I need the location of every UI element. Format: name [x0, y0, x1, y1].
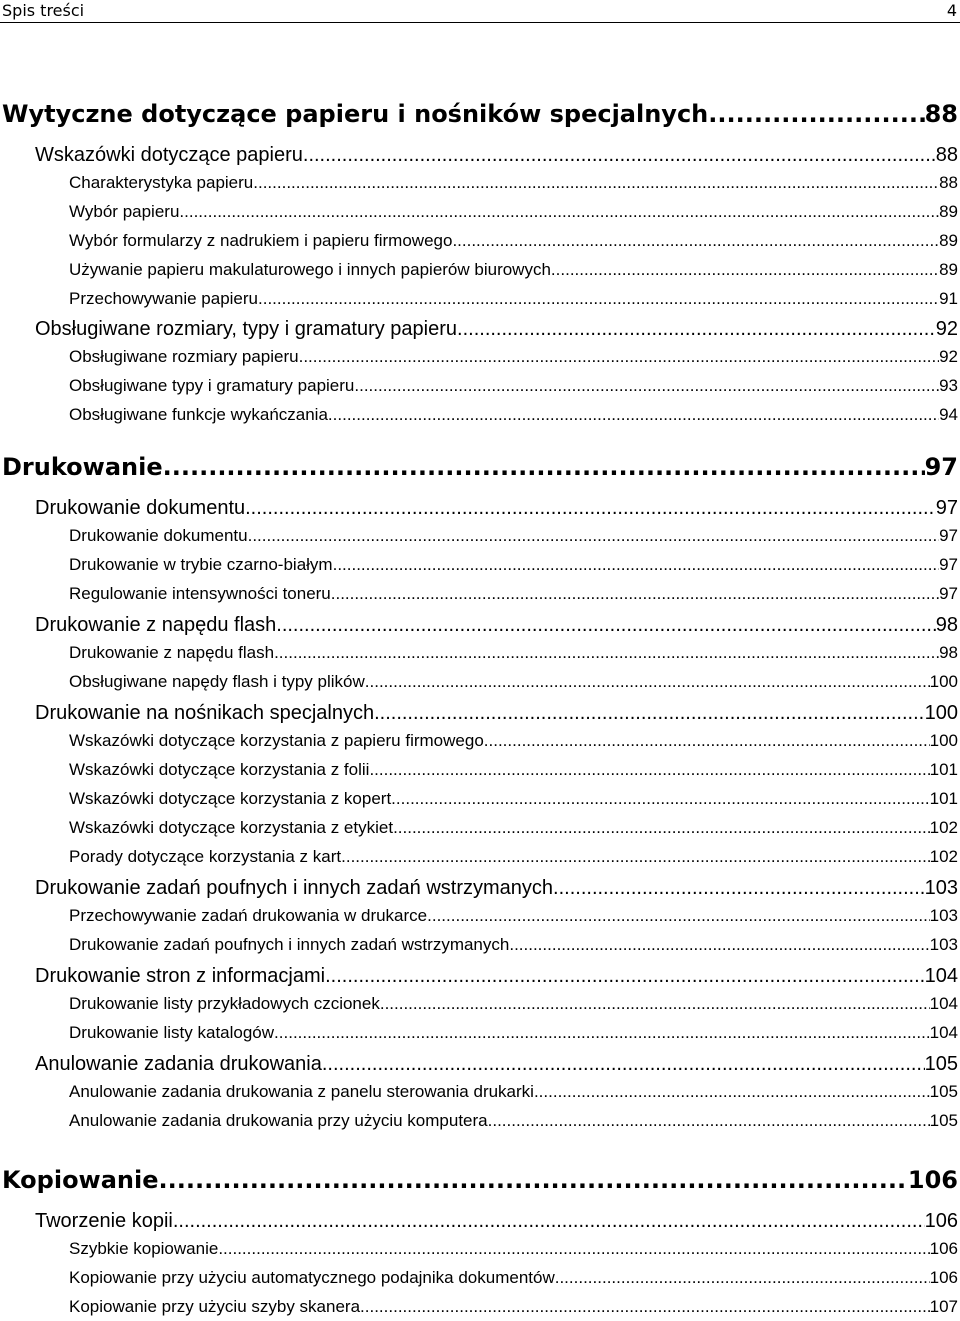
toc-dot-leader — [380, 994, 930, 1014]
toc-dot-leader — [331, 584, 939, 604]
toc-dot-leader — [374, 702, 925, 725]
toc-dot-leader — [328, 405, 939, 425]
toc-dot-leader — [173, 1210, 925, 1233]
toc-entry-title: Charakterystyka papieru — [69, 173, 254, 192]
toc-entry-page: 105 — [929, 1111, 958, 1130]
toc-entry-page: 101 — [929, 789, 958, 808]
toc-entry-page: 106 — [924, 1210, 958, 1232]
toc-entry-title: Anulowanie zadania drukowania — [35, 1053, 322, 1075]
toc-subsection-entry[interactable] — [69, 818, 958, 838]
toc-section-entry[interactable] — [35, 144, 958, 167]
toc-subsection-entry[interactable] — [69, 1239, 958, 1259]
toc-dot-leader — [253, 173, 939, 193]
toc-entry-title: Kopiowanie przy użyciu szyby skanera — [69, 1297, 361, 1316]
toc-subsection-entry[interactable] — [69, 584, 958, 604]
toc-entry-title: Wskazówki dotyczące korzystania z folii — [69, 760, 370, 779]
header-title: Spis treści — [2, 1, 85, 20]
toc-entry-page: 105 — [924, 1053, 958, 1075]
toc-entry-title: Drukowanie — [2, 453, 163, 481]
toc-entry-page: 93 — [939, 376, 958, 395]
toc-dot-leader — [299, 347, 939, 367]
toc-subsection-entry[interactable] — [69, 789, 958, 809]
toc-subsection-entry[interactable] — [69, 1111, 958, 1131]
toc-dot-leader — [303, 144, 936, 167]
toc-entry-title: Wybór papieru — [69, 202, 180, 221]
toc-dot-leader — [452, 231, 939, 251]
toc-entry-title: Przechowywanie zadań drukowania w drukarce — [69, 906, 428, 925]
toc-entry-page: 103 — [929, 935, 958, 954]
toc-entry-title: Anulowanie zadania drukowania przy użyciu komputera — [69, 1111, 488, 1130]
toc-subsection-entry[interactable] — [69, 1297, 958, 1317]
toc-dot-leader — [245, 497, 936, 520]
toc-entry-page: 104 — [924, 965, 958, 987]
toc-subsection-entry[interactable] — [69, 1023, 958, 1043]
toc-section-entry[interactable] — [35, 1053, 958, 1076]
toc-entry-title: Drukowanie na nośnikach specjalnych — [35, 702, 375, 724]
toc-entry-title: Przechowywanie papieru — [69, 289, 258, 308]
toc-entry-title: Obsługiwane rozmiary papieru — [69, 347, 299, 366]
toc-dot-leader — [274, 1023, 930, 1043]
toc-dot-leader — [365, 672, 930, 692]
toc-subsection-entry[interactable] — [69, 231, 958, 251]
toc-subsection-entry[interactable] — [69, 994, 958, 1014]
toc-dot-leader — [274, 643, 939, 663]
toc-entry-title: Wytyczne dotyczące papieru i nośników specjalnych — [2, 100, 709, 128]
toc-subsection-entry[interactable] — [69, 202, 958, 222]
toc-entry-title: Drukowanie w trybie czarno-białym — [69, 555, 333, 574]
toc-entry-title: Drukowanie zadań poufnych i innych zadań wstrzymanych — [35, 877, 554, 899]
toc-dot-leader — [391, 789, 929, 809]
toc-entry-title: Porady dotyczące korzystania z kart — [69, 847, 342, 866]
toc-entry-page: 97 — [924, 453, 958, 481]
toc-entry-page: 94 — [939, 405, 958, 424]
toc-entry-title: Wskazówki dotyczące korzystania z etykiet — [69, 818, 394, 837]
toc-entry-page: 88 — [939, 173, 958, 192]
toc-dot-leader — [218, 1239, 929, 1259]
toc-entry-page: 97 — [939, 555, 958, 574]
toc-section-entry[interactable] — [35, 877, 958, 900]
toc-dot-leader — [360, 1297, 930, 1317]
toc-subsection-entry[interactable] — [69, 643, 958, 663]
toc-section-entry[interactable] — [35, 702, 958, 725]
toc-entry-page: 89 — [939, 260, 958, 279]
toc-dot-leader — [276, 614, 935, 637]
toc-subsection-entry[interactable] — [69, 935, 958, 955]
toc-chapter-entry[interactable] — [2, 453, 958, 481]
toc-subsection-entry[interactable] — [69, 847, 958, 867]
toc-entry-page: 92 — [939, 347, 958, 366]
toc-dot-leader — [488, 1111, 930, 1131]
toc-entry-title: Anulowanie zadania drukowania z panelu sterowania drukarki — [69, 1082, 534, 1101]
toc-entry-title: Wskazówki dotyczące korzystania z papieru firmowego — [69, 731, 484, 750]
toc-dot-leader — [555, 1268, 930, 1288]
toc-entry-page: 98 — [939, 643, 958, 662]
toc-entry-page: 107 — [929, 1297, 958, 1316]
toc-entry-title: Obsługiwane napędy flash i typy plików — [69, 672, 365, 691]
toc-subsection-entry[interactable] — [69, 526, 958, 546]
toc-dot-leader — [509, 935, 929, 955]
toc-dot-leader — [553, 877, 925, 900]
toc-section-entry[interactable] — [35, 318, 958, 341]
toc-entry-title: Tworzenie kopii — [35, 1210, 173, 1232]
toc-dot-leader — [708, 100, 924, 128]
toc-entry-page: 104 — [929, 1023, 958, 1042]
toc-entry-title: Drukowanie listy katalogów — [69, 1023, 275, 1042]
toc-entry-title: Drukowanie z napędu flash — [35, 614, 277, 636]
toc-section-entry[interactable] — [35, 497, 958, 520]
toc-entry-title: Wskazówki dotyczące papieru — [35, 144, 303, 166]
toc-entry-title: Drukowanie dokumentu — [69, 526, 248, 545]
toc-subsection-entry[interactable] — [69, 405, 958, 425]
toc-dot-leader — [534, 1082, 930, 1102]
toc-dot-leader — [341, 847, 930, 867]
toc-dot-leader — [159, 1166, 908, 1194]
toc-dot-leader — [322, 1053, 925, 1076]
toc-entry-page: 91 — [939, 289, 958, 308]
toc-dot-leader — [457, 318, 936, 341]
toc-subsection-entry[interactable] — [69, 347, 958, 367]
toc-entry-page: 106 — [929, 1239, 958, 1258]
toc-subsection-entry[interactable] — [69, 731, 958, 751]
toc-entry-page: 92 — [935, 318, 958, 340]
toc-subsection-entry[interactable] — [69, 1082, 958, 1102]
toc-section-entry[interactable] — [35, 614, 958, 637]
toc-dot-leader — [258, 289, 939, 309]
toc-entry-page: 97 — [939, 584, 958, 603]
toc-entry-page: 89 — [939, 202, 958, 221]
toc-dot-leader — [354, 376, 939, 396]
toc-entry-page: 100 — [929, 672, 958, 691]
toc-entry-page: 102 — [929, 818, 958, 837]
toc-section-entry[interactable] — [35, 1210, 958, 1233]
toc-entry-page: 100 — [929, 731, 958, 750]
toc-entry-title: Drukowanie stron z informacjami — [35, 965, 326, 987]
toc-subsection-entry[interactable] — [69, 376, 958, 396]
toc-dot-leader — [179, 202, 939, 222]
toc-entry-page: 98 — [935, 614, 958, 636]
toc-entry-title: Regulowanie intensywności toneru — [69, 584, 331, 603]
toc-subsection-entry[interactable] — [69, 260, 958, 280]
toc-subsection-entry[interactable] — [69, 173, 958, 193]
toc-dot-leader — [163, 453, 925, 481]
toc-entry-title: Drukowanie dokumentu — [35, 497, 246, 519]
toc-entry-title: Kopiowanie przy użyciu automatycznego podajnika dokumentów — [69, 1268, 555, 1287]
toc-dot-leader — [427, 906, 929, 926]
toc-subsection-entry[interactable] — [69, 1268, 958, 1288]
toc-entry-page: 88 — [935, 144, 958, 166]
toc-entry-page: 104 — [929, 994, 958, 1013]
toc-subsection-entry[interactable] — [69, 289, 958, 309]
toc-entry-title: Wybór formularzy z nadrukiem i papieru firmowego — [69, 231, 453, 250]
toc-entry-page: 89 — [939, 231, 958, 250]
toc-section-entry[interactable] — [35, 965, 958, 988]
toc-entry-title: Wskazówki dotyczące korzystania z kopert — [69, 789, 392, 808]
toc-entry-page: 101 — [929, 760, 958, 779]
toc-entry-page: 88 — [924, 100, 958, 128]
toc-entry-page: 100 — [924, 702, 958, 724]
page-header — [0, 0, 960, 23]
toc-entry-title: Obsługiwane rozmiary, typy i gramatury papieru — [35, 318, 458, 340]
toc-dot-leader — [333, 555, 939, 575]
toc-entry-page: 97 — [939, 526, 958, 545]
toc-dot-leader — [551, 260, 939, 280]
toc-entry-title: Używanie papieru makulaturowego i innych papierów biurowych — [69, 260, 551, 279]
header-page-number: 4 — [946, 1, 957, 20]
toc-entry-page: 106 — [929, 1268, 958, 1287]
toc-entry-title: Drukowanie z napędu flash — [69, 643, 275, 662]
toc-subsection-entry[interactable] — [69, 760, 958, 780]
toc-entry-title: Obsługiwane typy i gramatury papieru — [69, 376, 355, 395]
toc-entry-page: 103 — [924, 877, 958, 899]
toc-entry-page: 103 — [929, 906, 958, 925]
toc-entry-page: 106 — [907, 1166, 958, 1194]
toc-entry-title: Szybkie kopiowanie — [69, 1239, 219, 1258]
toc-entry-title: Kopiowanie — [2, 1166, 159, 1194]
toc-subsection-entry[interactable] — [69, 906, 958, 926]
toc-dot-leader — [369, 760, 929, 780]
toc-dot-leader — [325, 965, 925, 988]
toc-dot-leader — [248, 526, 939, 546]
toc-entry-page: 97 — [935, 497, 958, 519]
toc-entry-page: 102 — [929, 847, 958, 866]
toc-entry-title: Drukowanie zadań poufnych i innych zadań wstrzymanych — [69, 935, 510, 954]
toc-dot-leader — [393, 818, 930, 838]
toc-subsection-entry[interactable] — [69, 672, 958, 692]
toc-subsection-entry[interactable] — [69, 555, 958, 575]
toc-entry-title: Drukowanie listy przykładowych czcionek — [69, 994, 380, 1013]
toc-chapter-entry[interactable] — [2, 1166, 958, 1194]
toc-chapter-entry[interactable] — [2, 100, 958, 128]
toc-dot-leader — [484, 731, 930, 751]
toc-entry-page: 105 — [929, 1082, 958, 1101]
toc-entry-title: Obsługiwane funkcje wykańczania — [69, 405, 328, 424]
